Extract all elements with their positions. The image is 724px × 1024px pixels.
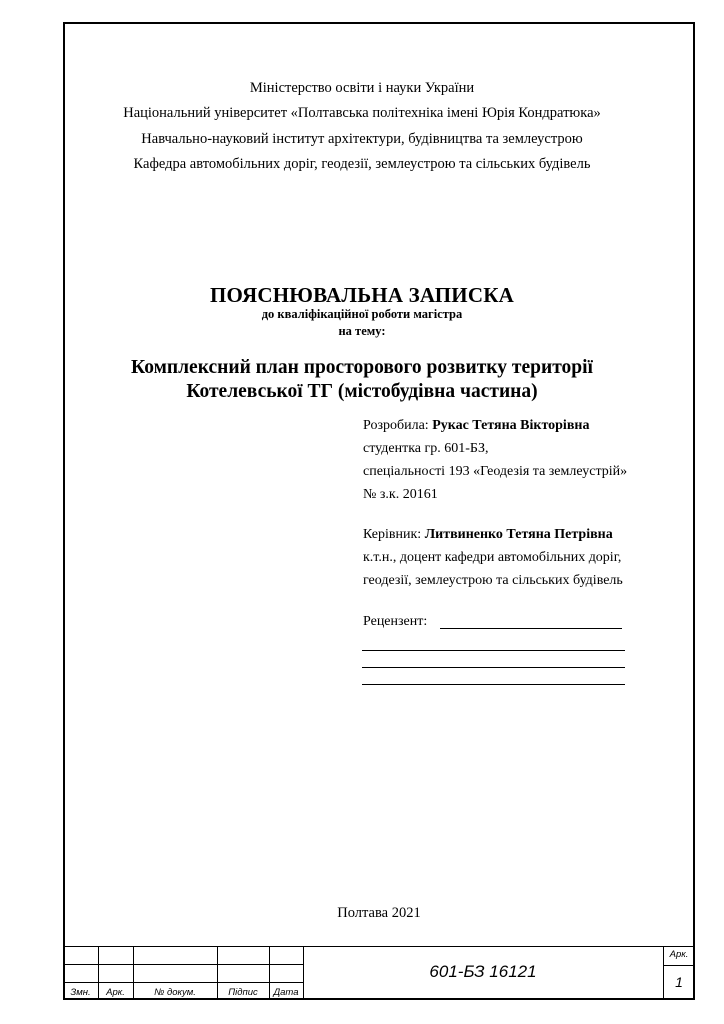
author-label: Розробила: xyxy=(363,418,433,433)
department-line: Кафедра автомобільних доріг, геодезії, землеустрою та сільських будівель xyxy=(133,156,591,172)
stamp-row-line-2 xyxy=(63,982,303,983)
stamp-row-line-1 xyxy=(63,964,303,965)
document-code: 601-БЗ 16121 xyxy=(429,962,537,981)
city-year: Полтава 2021 xyxy=(337,905,421,921)
supervisor-label: Керівник: xyxy=(363,527,425,542)
stamp-label-doc: № докум. xyxy=(154,987,196,998)
title-block-stamp xyxy=(63,946,695,1000)
stamp-top-border xyxy=(63,946,695,947)
reviewer-line-2 xyxy=(362,667,625,668)
topic-caption: на тему: xyxy=(338,324,386,338)
supervisor-position-2: геодезії, землеустрою та сільських будівель xyxy=(363,573,623,588)
reviewer-name-line xyxy=(440,628,622,629)
author-line xyxy=(363,418,589,434)
supervisor-name: Литвиненко Тетяна Петрівна xyxy=(424,527,613,542)
supervisor-line xyxy=(363,527,613,543)
ministry-line: Міністерство освіти і науки України xyxy=(249,80,475,96)
author-specialty: спеціальності 193 «Геодезія та землеустрій» xyxy=(363,464,628,479)
reviewer-line-3 xyxy=(362,684,625,685)
topic-line-1: Комплексний план просторового розвитку території xyxy=(131,357,593,378)
supervisor-position: к.т.н., доцент кафедри автомобільних доріг, xyxy=(363,550,622,565)
stamp-label-ark: Арк. xyxy=(106,987,125,998)
document-title: ПОЯСНЮВАЛЬНА ЗАПИСКА xyxy=(209,283,515,307)
stamp-label-date: Дата xyxy=(273,987,299,998)
document-subtitle: до кваліфікаційної роботи магістра xyxy=(261,307,463,321)
topic-line-2: Котелевської ТГ (містобудівна частина) xyxy=(186,381,538,402)
author-name: Рукас Тетяна Вікторівна xyxy=(432,418,590,433)
university-line: Національний університет «Полтавська політехніка імені Юрія Кондратюка» xyxy=(123,105,601,121)
reviewer-line-1 xyxy=(362,650,625,651)
reviewer-label: Рецензент: xyxy=(363,614,428,629)
stamp-label-zmn: Змн. xyxy=(70,987,91,998)
author-group: студентка гр. 601-БЗ, xyxy=(363,441,489,456)
stamp-sheet-divider xyxy=(663,965,695,966)
sheet-number: 1 xyxy=(675,974,683,990)
author-record-book: № з.к. 20161 xyxy=(363,487,438,502)
stamp-label-sign: Підпис xyxy=(228,987,258,998)
institute-line: Навчально-науковий інститут архітектури, будівництва та землеустрою xyxy=(141,131,583,147)
sheet-label: Арк. xyxy=(669,949,689,960)
